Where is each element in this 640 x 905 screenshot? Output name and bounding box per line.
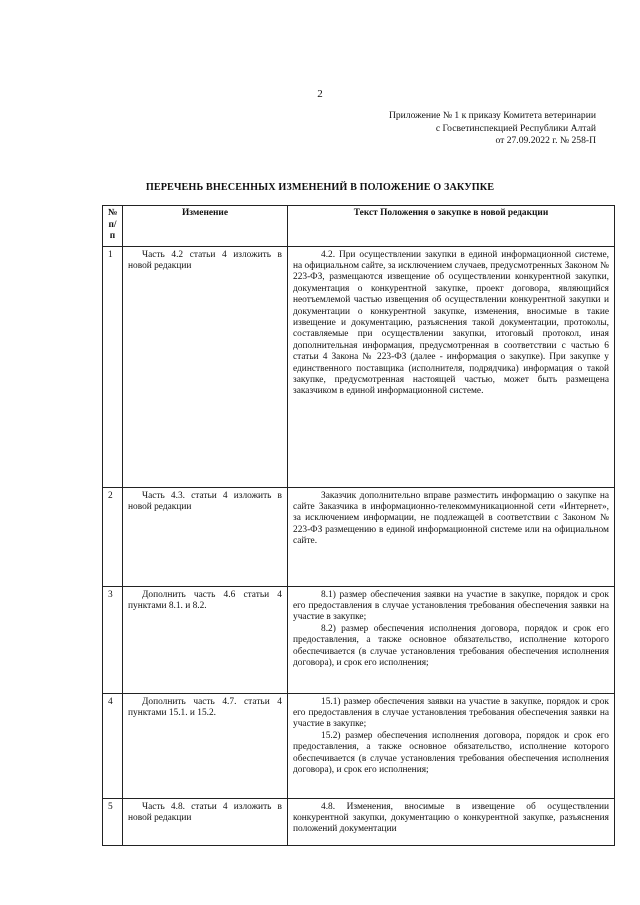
table-header-row — [103, 206, 615, 247]
row-text-paragraph: 15.2) размер обеспечения исполнения договора, порядок и срок его предоставления, а также основное обязательство, исполнение которого обеспечивается (в случае установления требования обеспечения исполнения договора), и срок его исполнения; — [293, 730, 609, 775]
row-number: 5 — [103, 798, 123, 845]
header-text: Текст Положения о закупке в новой редакции — [288, 206, 615, 247]
row-text-paragraph: Заказчик дополнительно вправе разместить информацию о закупке на сайте Заказчика в информационно-телекоммуникационной сети «Интернет», за исключением информации, не подлежащей в соответствии с Законом № 223-ФЗ размещению в единой информационной системе или на официальном сайте. — [293, 490, 609, 547]
row-text — [288, 487, 615, 586]
row-text — [288, 246, 615, 487]
row-number: 2 — [103, 487, 123, 586]
row-text — [288, 693, 615, 798]
row-change: Часть 4.2 статьи 4 изложить в новой редакции — [123, 246, 288, 487]
table-row — [103, 246, 615, 487]
row-text — [288, 586, 615, 693]
page-number: 2 — [317, 88, 323, 100]
row-number: 3 — [103, 586, 123, 693]
changes-table — [102, 205, 615, 846]
row-text-paragraph: 4.2. При осуществлении закупки в единой информационной системе, на официальном сайте, за исключением случаев, предусмотренных Законом № 223-ФЗ, размещаются извещение об осуществлении конкурентной закупки, документация о конкурентной закупке, проект договора, являющийся неотъемлемой частью извещения об осуществлении конкурентной закупки и документации о конкурентной закупке, изменения, вносимые в такие извещение и документацию, разъяснения такой документации, протоколы, составляемые при осуществлении закупки, итоговый протокол, иная дополнительная информация, предусмотренная в соответствии с частью 6 статьи 4 Закона № 223-ФЗ (далее - информация о закупке). При закупке у единственного поставщика (исполнителя, подрядчика) информация о такой закупке, предусмотренная настоящей частью, может быть размещена заказчиком в единой информационной системе. — [293, 249, 609, 397]
row-change: Дополнить часть 4.6 статьи 4 пунктами 8.1. и 8.2. — [123, 586, 288, 693]
row-text-paragraph: 8.1) размер обеспечения заявки на участие в закупке, порядок и срок его предоставления в случае установления требования обеспечения заявки на участие в закупке; — [293, 589, 609, 623]
header-number-line: п/ — [108, 219, 117, 230]
header-number — [103, 206, 123, 247]
row-number: 1 — [103, 246, 123, 487]
document-title: ПЕРЕЧЕНЬ ВНЕСЕННЫХ ИЗМЕНЕНИЙ В ПОЛОЖЕНИЕ О ЗАКУПКЕ — [145, 182, 495, 193]
row-number: 4 — [103, 693, 123, 798]
row-change: Часть 4.3. статьи 4 изложить в новой редакции — [123, 487, 288, 586]
row-change: Дополнить часть 4.7. статьи 4 пунктами 15.1. и 15.2. — [123, 693, 288, 798]
row-text-paragraph: 15.1) размер обеспечения заявки на участие в закупке, порядок и срок его предоставления в случае установления требования обеспечения заявки на участие в закупке; — [293, 696, 609, 730]
table-row — [103, 586, 615, 693]
header-number-line: п — [109, 231, 116, 241]
table-row — [103, 798, 615, 845]
row-change: Часть 4.8. статьи 4 изложить в новой редакции — [123, 798, 288, 845]
table-row — [103, 487, 615, 586]
header-number-line: № — [108, 208, 118, 218]
appendix-reference — [296, 110, 596, 148]
row-text — [288, 798, 615, 845]
row-text-paragraph: 4.8. Изменения, вносимые в извещение об осуществлении конкурентной закупки, документацию о конкурентной закупке, разъяснения положений документации — [293, 801, 609, 835]
header-change: Изменение — [123, 206, 288, 247]
table-row — [103, 693, 615, 798]
appendix-line: от 27.09.2022 г. № 258-П — [495, 135, 596, 146]
appendix-line: с Госветинспекцией Республики Алтай — [435, 122, 596, 134]
row-text-paragraph: 8.2) размер обеспечения исполнения договора, порядок и срок его предоставления, а также основное обязательство, исполнение которого обеспечивается (в случае установления требования обеспечения исполнения договора), и срок его исполнения; — [293, 623, 609, 668]
appendix-line: Приложение № 1 к приказу Комитета ветеринарии — [388, 110, 596, 121]
